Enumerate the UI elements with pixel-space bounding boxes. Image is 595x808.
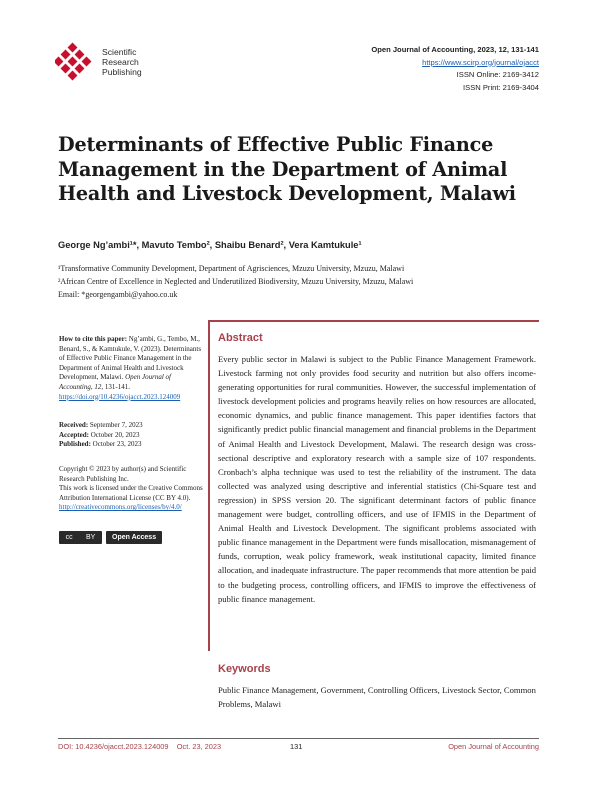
page-number: 131 — [290, 742, 303, 751]
publisher-name — [102, 47, 142, 77]
journal-header — [371, 44, 539, 94]
cite-pages: 131-141. — [103, 382, 130, 391]
received-date — [59, 421, 204, 431]
citation-block — [59, 335, 204, 402]
published-date — [59, 440, 204, 450]
dates-block — [59, 421, 204, 450]
published-value: October 23, 2023 — [90, 440, 142, 449]
cc-icon: cc — [65, 534, 73, 541]
received-value: September 7, 2023 — [88, 421, 143, 429]
copyright-block — [59, 465, 204, 513]
affiliation-2: ²African Centre of Excellence in Neglected and Underutilized Biodiversity, Mzuzu University, Mzuzu, Malawi — [58, 277, 414, 286]
accepted-label: Accepted: — [59, 430, 89, 439]
abstract-side-rule — [208, 321, 210, 651]
cc-by-badge[interactable] — [59, 531, 102, 544]
issn-print: ISSN Print: 2169-3404 — [463, 82, 539, 92]
keywords-heading: Keywords — [218, 663, 271, 675]
cite-text: Ng’ambi, G., Tembo, M., Benard, S., & Kamtukule, V. (2023). Determinants of Effective Public Finance Management in the Department of Animal Health and Livestock Development, Malawi. — [59, 335, 202, 382]
publisher-line: Publishing — [102, 67, 142, 77]
accepted-date — [59, 431, 204, 441]
author-list: George Ng’ambi¹*, Mavuto Tembo², Shaibu Benard², Vera Kamtukule¹ — [58, 240, 362, 250]
received-label: Received: — [59, 421, 89, 429]
publisher-line: Research — [102, 57, 139, 67]
open-access-badge[interactable]: Open Access — [106, 531, 162, 544]
keywords-text: Public Finance Management, Government, Controlling Officers, Livestock Sector, Common Problems, Malawi — [218, 685, 536, 709]
affiliation-1: ¹Transformative Community Development, Department of Agrisciences, Mzuzu University, Mzuzu, Malawi — [58, 264, 405, 273]
abstract-text: Every public sector in Malawi is subject to the Public Finance Management Framework. Livestock farming not only provides food security and nutrition but also offers income-generating opportunities for rural communities. However, the successful implementation of livestock development policies and programs heavily relies on how resources are allocated, economic dynamics, and public finance management. This paper identifies factors that significantly predict public financial management and financial problems in the Department of Animal Health and Livestock Development, Malawi. The research design was cross-sectional descriptive and exploratory research with a sample size of 107 respondents. Cronbach’s alpha technique was used to test the reliability of the instrument. The data collected was analyzed using descriptive and inferential statistics (Chi-Square test and regression) in SPSS version 20. The significant determinant factors of public finance management were budget, controlling officers, and use of IFMIS in the Department of Animal Health and Livestock Development. The significant problems associated with public finance management in the Department were funds misallocation, mismanagement of funds, corruption, weak policy framework, weak institutional capacity, limited finance allocation, and inadequate infrastructure. The paper recommends that more attention be paid to the budgeting process, controlling officers, and IFMIS to improve the effectiveness of public finance management. — [218, 354, 536, 604]
journal-citation: Open Journal of Accounting, 2023, 12, 131-141 — [371, 45, 539, 54]
footer-doi[interactable]: DOI: 10.4236/ojacct.2023.124009 Oct. 23, 2023 — [58, 742, 222, 751]
footer-journal: Open Journal of Accounting — [448, 742, 539, 751]
paper-title: Determinants of Effective Public Finance Management in the Department of Animal Health and Livestock Development, Malawi — [58, 133, 516, 206]
license-link[interactable]: http://creativecommons.org/licenses/by/4.0/ — [59, 503, 182, 512]
published-label: Published: — [59, 440, 91, 449]
by-icon: BY — [85, 534, 96, 541]
abstract-heading: Abstract — [218, 332, 263, 344]
accepted-value: October 20, 2023 — [88, 430, 140, 439]
copyright-text: Copyright © 2023 by author(s) and Scientific Research Publishing Inc. — [59, 465, 187, 483]
footer-rule — [58, 738, 539, 739]
cite-journal: Open Journal of Accounting, 12, — [59, 373, 171, 391]
cite-doi-link[interactable]: https://doi.org/10.4236/ojacct.2023.124009 — [59, 392, 181, 401]
publisher-line: Scientific — [102, 47, 137, 57]
license-text: This work is licensed under the Creative Commons Attribution International License (CC BY 4.0). — [59, 484, 203, 502]
author-email: Email: *georgengambi@yahoo.co.uk — [58, 290, 178, 299]
abstract-top-rule — [208, 320, 539, 322]
license-badges — [59, 531, 162, 544]
cite-label: How to cite this paper: — [59, 335, 128, 343]
journal-url-link[interactable]: https://www.scirp.org/journal/ojacct — [422, 57, 539, 67]
issn-online: ISSN Online: 2169-3412 — [456, 70, 539, 79]
